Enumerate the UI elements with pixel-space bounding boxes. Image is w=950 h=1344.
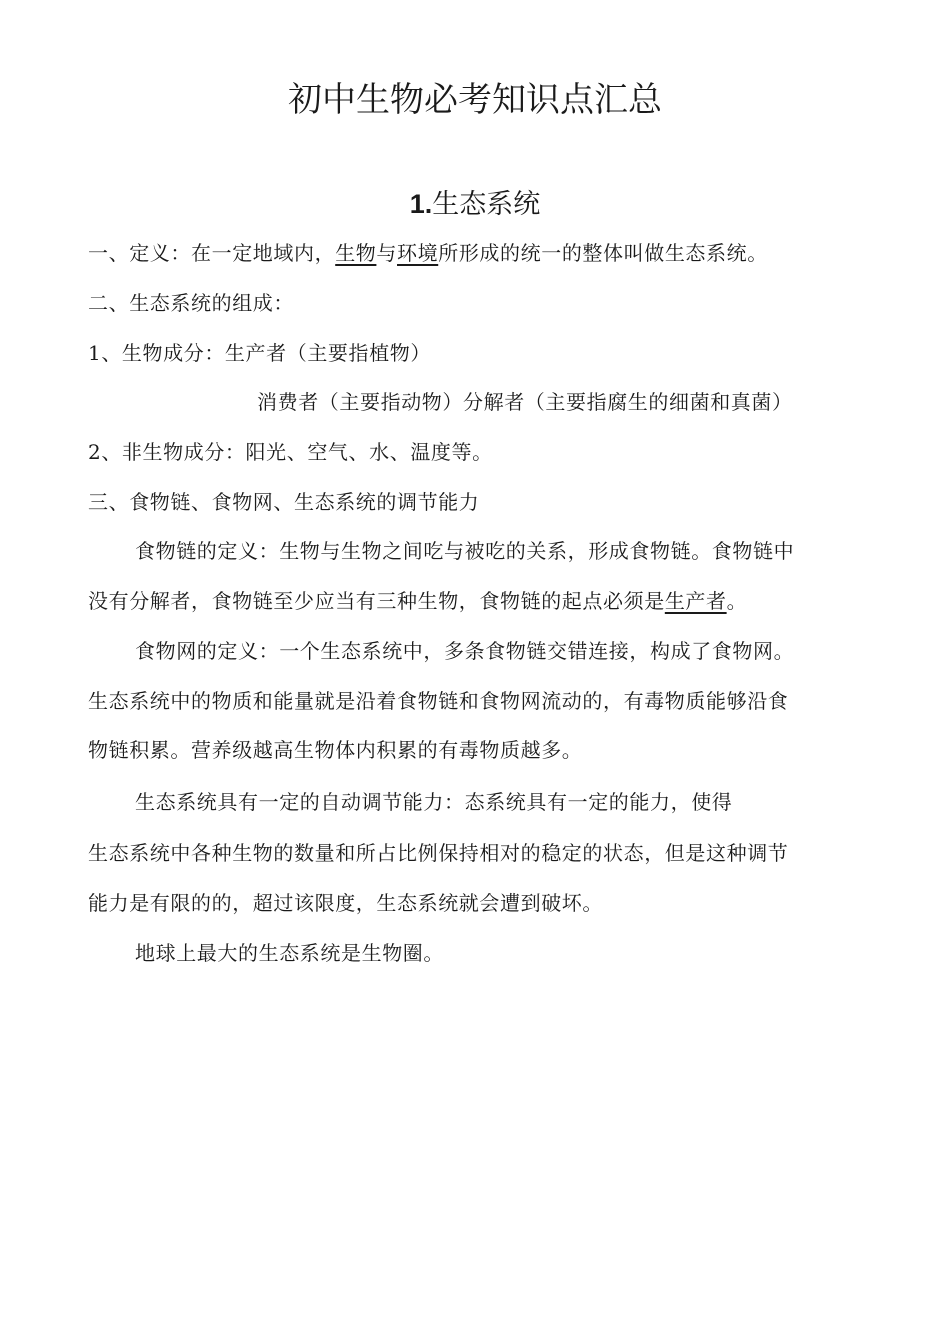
food-chain-paragraph-line1: 食物链的定义：生物与生物之间吃与被吃的关系，形成食物链。食物链中 bbox=[135, 539, 795, 563]
abiotic-components: 2、非生物成分：阳光、空气、水、温度等。 bbox=[88, 440, 493, 464]
underlined-term-organism: 生物 bbox=[335, 241, 377, 265]
document-title: 初中生物必考知识点汇总 bbox=[288, 80, 662, 120]
biotic-components-cont: 消费者（主要指动物）分解者（主要指腐生的细菌和真菌） bbox=[257, 390, 793, 414]
food-chain-heading: 三、食物链、食物网、生态系统的调节能力 bbox=[88, 490, 480, 514]
food-chain-text: 没有分解者，食物链至少应当有三种生物，食物链的起点必须是 bbox=[88, 589, 665, 613]
biosphere-line: 地球上最大的生态系统是生物圈。 bbox=[135, 941, 444, 965]
food-chain-text: 。 bbox=[726, 589, 748, 613]
biotic-components: 1、生物成分：生产者（主要指植物） bbox=[88, 341, 431, 365]
regulation-paragraph-line3: 能力是有限的的，超过该限度，生态系统就会遭到破坏。 bbox=[88, 891, 603, 915]
food-web-paragraph-line3: 物链积累。营养级越高生物体内积累的有毒物质越多。 bbox=[88, 738, 583, 762]
food-web-paragraph-line2: 生态系统中的物质和能量就是沿着食物链和食物网流动的，有毒物质能够沿食 bbox=[88, 689, 789, 713]
section-name: 生态系统 bbox=[432, 189, 541, 220]
definition-text: 所形成的统一的整体叫做生态系统。 bbox=[438, 241, 768, 265]
underlined-term-environment: 环境 bbox=[397, 241, 439, 265]
section-number: 1. bbox=[409, 189, 433, 219]
definition-line bbox=[88, 238, 868, 268]
food-web-paragraph-line1: 食物网的定义：一个生态系统中，多条食物链交错连接，构成了食物网。 bbox=[135, 639, 795, 663]
composition-heading: 二、生态系统的组成： bbox=[88, 291, 294, 315]
definition-text: 一、定义：在一定地域内， bbox=[88, 241, 336, 265]
section-heading bbox=[0, 184, 950, 225]
regulation-paragraph-line2: 生态系统中各种生物的数量和所占比例保持相对的稳定的状态，但是这种调节 bbox=[88, 841, 789, 865]
food-chain-paragraph-line2 bbox=[88, 586, 868, 616]
definition-text: 与 bbox=[376, 241, 398, 265]
underlined-term-producer: 生产者 bbox=[664, 589, 727, 613]
regulation-paragraph-line1: 生态系统具有一定的自动调节能力：态系统具有一定的能力，使得 bbox=[135, 790, 733, 814]
